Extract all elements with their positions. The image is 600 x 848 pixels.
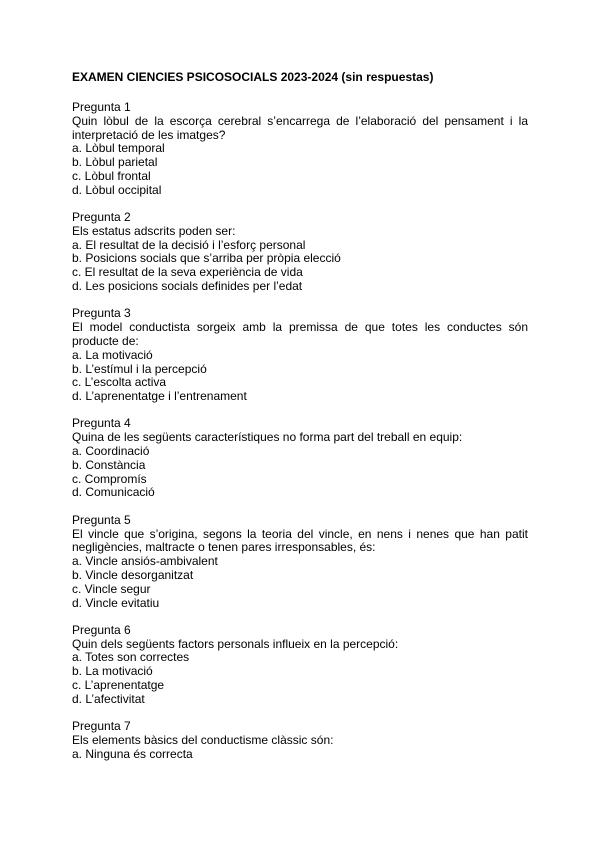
answer-option: a. Totes son correctes	[72, 650, 190, 665]
question-7	[72, 720, 528, 761]
answer-option: d. Vincle evitatiu	[72, 595, 160, 610]
answer-option: a. El resultat de la decisió i l’esforç personal	[72, 237, 306, 252]
question-text: Quina de les següents característiques no forma part del treball en equip:	[72, 430, 463, 445]
answer-option: a. Vincle ansiós-ambivalent	[72, 554, 218, 569]
answer-option: c. Compromís	[72, 471, 147, 486]
answer-option: d. Les posicions socials definides per l’edat	[72, 279, 303, 294]
question-6	[72, 624, 528, 707]
answer-option: a. Lòbul temporal	[72, 141, 165, 156]
question-text: Quin dels següents factors personals influeix en la percepció:	[72, 636, 399, 651]
question-number: Pregunta 7	[72, 719, 131, 734]
question-number: Pregunta 2	[72, 210, 131, 225]
question-3	[72, 307, 528, 404]
question-text: El model conductista sorgeix amb la premissa de que totes les conductes són producte de:	[72, 320, 528, 348]
answer-option: d. L’aprenentatge i l’entrenament	[72, 389, 247, 404]
question-5	[72, 514, 528, 611]
answer-option: b. Lòbul parietal	[72, 155, 158, 170]
answer-option: c. Vincle segur	[72, 581, 151, 596]
answer-option: b. L’estímul i la percepció	[72, 361, 207, 376]
answer-option: d. Comunicació	[72, 485, 155, 500]
answer-option: b. La motivació	[72, 664, 153, 679]
answer-option: b. Posicions socials que s’arriba per pròpia elecció	[72, 251, 341, 266]
answer-option: c. El resultat de la seva experiència de vida	[72, 265, 303, 280]
question-text: Els estatus adscrits poden ser:	[72, 223, 236, 238]
document-page	[72, 70, 528, 775]
question-text: El vincle que s’origina, segons la teoria del vincle, en nens i nenes que han patit negligències, maltracte o tenen pares irresponsables, és:	[72, 526, 528, 555]
answer-option: d. L’afectivitat	[72, 691, 145, 706]
question-2	[72, 211, 528, 294]
answer-option: a. Ninguna és correcta	[72, 746, 193, 761]
answer-option: a. Coordinació	[72, 444, 150, 459]
question-text: Quin lòbul de la escorça cerebral s’encarrega de l’elaboració del pensament i la interpretació de les imatges?	[72, 113, 528, 142]
question-text: Els elements bàsics del conductisme clàssic són:	[72, 732, 334, 747]
answer-option: c. Lòbul frontal	[72, 168, 151, 183]
question-number: Pregunta 1	[72, 100, 131, 114]
question-number: Pregunta 3	[72, 306, 131, 321]
answer-option: b. Constància	[72, 457, 146, 472]
question-1	[72, 101, 528, 198]
answer-option: c. L’escolta activa	[72, 375, 167, 390]
question-number: Pregunta 4	[72, 416, 131, 431]
answer-option: b. Vincle desorganitzat	[72, 567, 194, 582]
answer-option: d. Lòbul occipital	[72, 182, 162, 197]
answer-option: c. L’aprenentatge	[72, 677, 165, 692]
document-title: EXAMEN CIENCIES PSICOSOCIALS 2023-2024 (sin respuestas)	[72, 70, 434, 84]
answer-option: a. La motivació	[72, 347, 153, 362]
question-4	[72, 417, 528, 500]
question-number: Pregunta 5	[72, 512, 131, 527]
question-number: Pregunta 6	[72, 622, 131, 637]
